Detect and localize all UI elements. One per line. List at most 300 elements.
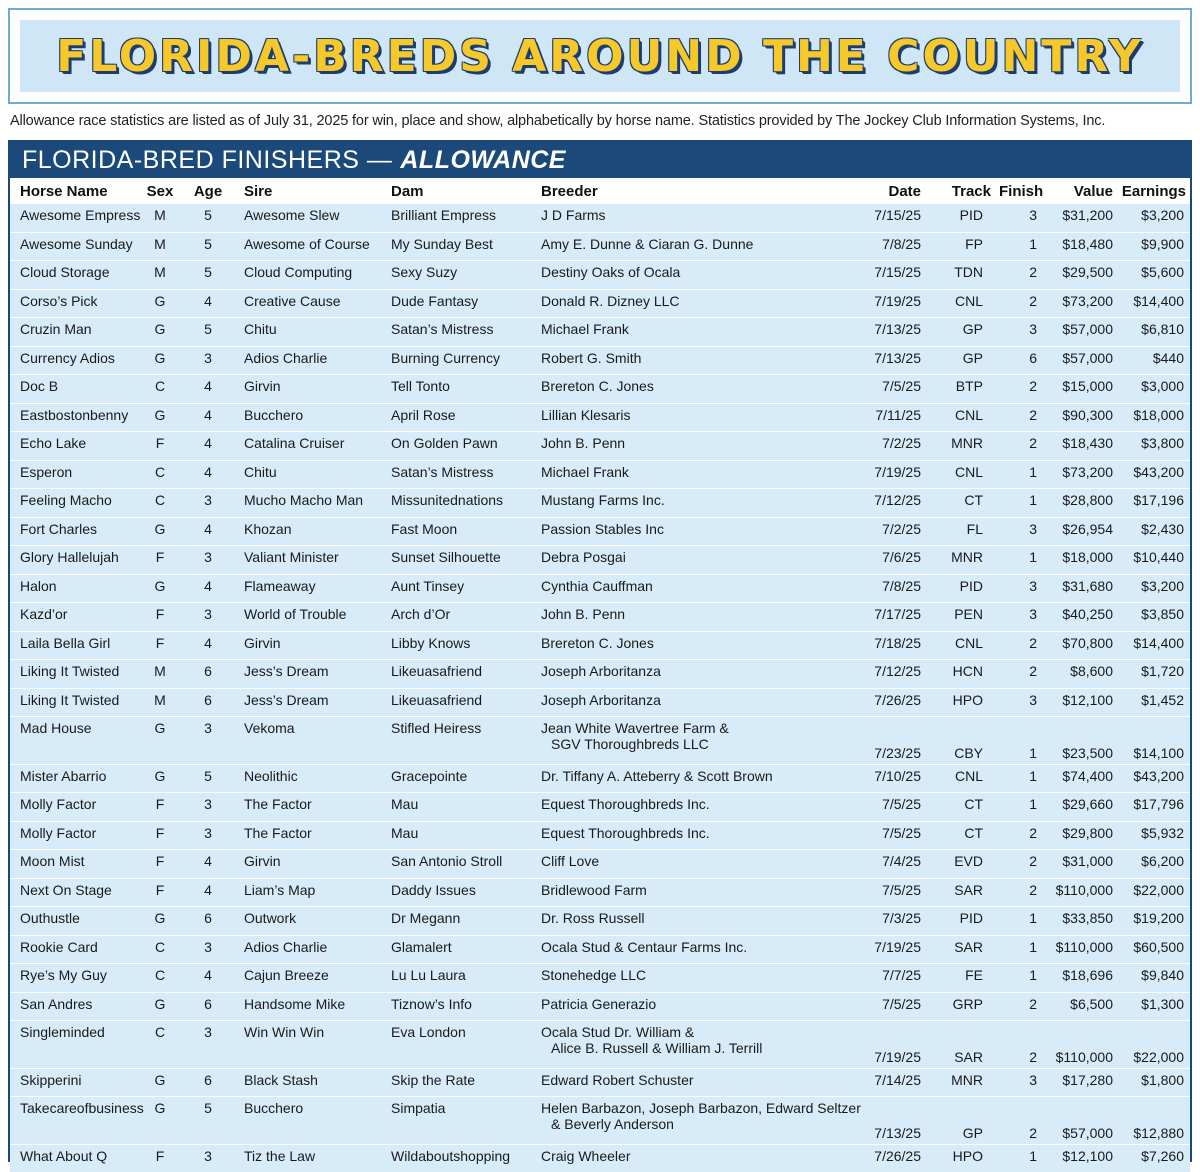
cell-earnings: $14,100 [1133, 744, 1184, 761]
cell-finish: 3 [1029, 520, 1037, 537]
breeder-line: Ocala Stud Dr. William & [541, 1024, 695, 1040]
finishers-table [10, 178, 1190, 1172]
cell-dam: Tiznow’s Info [391, 995, 472, 1012]
table-row [10, 1021, 1190, 1069]
cell-sex: G [154, 1100, 166, 1116]
cell-earnings: $1,300 [1141, 995, 1184, 1012]
cell-age: 3 [204, 1024, 212, 1040]
col-header-dam: Dam [391, 182, 424, 200]
cell-earnings: $440 [1152, 349, 1184, 366]
cell-value: $18,696 [1062, 967, 1113, 983]
cell-dam: Aunt Tinsey [391, 577, 465, 594]
cell-sex: F [155, 824, 165, 841]
cell-sex: M [154, 264, 166, 280]
cell-sire: Outwork [244, 910, 297, 926]
cell-finish: 2 [1029, 1048, 1037, 1065]
cell-horse-name: What About Q [20, 1147, 108, 1164]
table-row [10, 821, 1190, 850]
cell-horse-name: Corso’s Pick [20, 292, 98, 309]
cell-value: $28,800 [1062, 492, 1113, 508]
table-row [10, 261, 1190, 290]
cell-date: 7/19/25 [874, 463, 921, 480]
cell-sex: G [154, 995, 166, 1012]
cell-sex: G [154, 292, 166, 309]
cell-dam: Tell Tonto [391, 378, 450, 394]
cell-finish: 2 [1029, 995, 1037, 1012]
cell-sex: G [154, 520, 166, 537]
breeder-line: & Beverly Anderson [551, 1116, 674, 1132]
cell-dam: Glamalert [391, 938, 452, 955]
cell-finish: 3 [1029, 691, 1037, 708]
cell-earnings: $1,452 [1141, 691, 1184, 708]
cell-sex: G [154, 767, 166, 784]
cell-breeder [529, 631, 819, 660]
cell-age: 4 [204, 881, 212, 898]
breeder-line: Michael Frank [541, 463, 629, 480]
breeder-line: Brereton C. Jones [541, 634, 654, 651]
cell-breeder [529, 517, 819, 546]
cell-date: 7/11/25 [875, 406, 921, 423]
cell-dam: Burning Currency [391, 349, 500, 366]
breeder-line: J D Farms [541, 207, 606, 223]
breeder-line: Ocala Stud & Centaur Farms Inc. [541, 938, 748, 955]
cell-horse-name: Liking It Twisted [20, 663, 120, 679]
cell-track: FP [965, 235, 983, 252]
breeder-line: Cliff Love [541, 853, 600, 869]
cell-value: $29,800 [1062, 824, 1113, 841]
table-row [10, 935, 1190, 964]
cell-sex: F [155, 853, 165, 869]
cell-sex: G [154, 577, 166, 594]
cell-sire: The Factor [244, 824, 312, 841]
cell-value: $70,800 [1062, 634, 1113, 651]
cell-finish: 1 [1029, 492, 1037, 508]
cell-horse-name: Molly Factor [20, 796, 97, 812]
cell-dam: Stifled Heiress [391, 720, 482, 736]
cell-horse-name: Fort Charles [20, 520, 98, 537]
cell-track: CNL [954, 292, 983, 309]
table-row [10, 289, 1190, 318]
cell-breeder [529, 992, 819, 1021]
cell-track: CT [964, 796, 983, 812]
cell-dam: Dude Fantasy [391, 292, 479, 309]
cell-finish: 3 [1029, 207, 1037, 223]
table-row [10, 878, 1190, 907]
cell-age: 4 [204, 853, 212, 869]
cell-breeder [529, 850, 819, 879]
cell-track: GP [962, 321, 983, 337]
cell-dam: Mau [391, 796, 419, 812]
table-row [10, 1097, 1190, 1145]
table-row [10, 375, 1190, 404]
cell-dam: Simpatia [391, 1100, 446, 1116]
cell-date: 7/12/25 [874, 492, 921, 508]
cell-finish: 1 [1029, 235, 1037, 252]
cell-value: $110,000 [1055, 938, 1113, 955]
cell-dam: Mau [391, 824, 419, 841]
breeder-line: Equest Thoroughbreds Inc. [541, 824, 710, 841]
cell-age: 6 [204, 1071, 212, 1088]
cell-sex: F [155, 634, 165, 651]
breeder-line: Dr. Ross Russell [541, 910, 645, 926]
cell-track: BTP [955, 378, 983, 394]
cell-sex: G [154, 1071, 166, 1088]
table-row [10, 764, 1190, 793]
cell-earnings: $14,400 [1133, 634, 1184, 651]
cell-horse-name: Echo Lake [20, 435, 87, 451]
cell-value: $73,200 [1062, 292, 1113, 309]
cell-earnings: $3,800 [1141, 435, 1184, 451]
cell-sex: C [154, 967, 166, 983]
cell-sire: Creative Cause [244, 292, 341, 309]
cell-breeder [529, 1068, 819, 1097]
cell-value: $29,660 [1062, 796, 1113, 812]
cell-value: $18,480 [1062, 235, 1113, 252]
cell-breeder [529, 318, 819, 347]
cell-horse-name: Glory Hallelujah [20, 549, 119, 565]
breeder-line: Mustang Farms Inc. [541, 492, 665, 508]
cell-dam: Likeuasafriend [391, 691, 483, 708]
cell-earnings: $5,600 [1141, 264, 1184, 280]
col-header-horse: Horse Name [20, 182, 108, 200]
cell-date: 7/26/25 [874, 691, 921, 708]
cell-track: HCN [952, 663, 983, 679]
cell-date: 7/14/25 [874, 1071, 921, 1088]
cell-track: TDN [954, 264, 983, 280]
cell-sire: Bucchero [244, 1100, 304, 1116]
cell-finish: 2 [1029, 435, 1037, 451]
cell-value: $73,200 [1062, 463, 1113, 480]
table-row [10, 318, 1190, 347]
cell-earnings: $1,800 [1141, 1071, 1184, 1088]
breeder-line: Joseph Arboritanza [541, 691, 661, 708]
cell-sire: Awesome Slew [244, 207, 340, 223]
cell-track: GRP [952, 995, 983, 1012]
cell-value: $17,280 [1062, 1071, 1113, 1088]
cell-sex: F [155, 606, 165, 622]
cell-track: SAR [954, 938, 983, 955]
breeder-line: Craig Wheeler [541, 1147, 631, 1164]
cell-date: 7/3/25 [882, 910, 921, 926]
breeder-line: Equest Thoroughbreds Inc. [541, 796, 710, 812]
col-header-date: Date [888, 182, 921, 200]
cell-track: CNL [954, 463, 983, 480]
cell-age: 6 [204, 663, 212, 679]
table-row [10, 660, 1190, 689]
cell-sire: Vekoma [244, 720, 295, 736]
cell-age: 5 [204, 207, 212, 223]
cell-earnings: $9,900 [1141, 235, 1184, 252]
cell-earnings: $6,200 [1141, 853, 1184, 869]
col-header-age: Age [193, 182, 223, 200]
cell-value: $90,300 [1062, 406, 1113, 423]
cell-horse-name: Cruzin Man [20, 321, 92, 337]
cell-breeder [529, 546, 819, 575]
cell-finish: 3 [1029, 577, 1037, 594]
table-row [10, 204, 1190, 232]
cell-dam: Sexy Suzy [391, 264, 458, 280]
table-row [10, 1068, 1190, 1097]
cell-finish: 1 [1029, 938, 1037, 955]
cell-sire: Girvin [244, 378, 281, 394]
cell-earnings: $1,720 [1141, 663, 1184, 679]
cell-earnings: $7,260 [1141, 1147, 1184, 1164]
cell-value: $26,954 [1062, 520, 1113, 537]
cell-value: $23,500 [1062, 744, 1113, 761]
cell-value: $33,850 [1062, 910, 1113, 926]
cell-horse-name: Currency Adios [20, 349, 115, 366]
cell-dam: Lu Lu Laura [391, 967, 466, 983]
cell-earnings: $9,840 [1141, 967, 1184, 983]
cell-track: HPO [952, 1147, 983, 1164]
table-row [10, 717, 1190, 765]
cell-breeder [529, 204, 819, 232]
table-row [10, 850, 1190, 879]
cell-horse-name: Mad House [20, 720, 92, 736]
cell-date: 7/4/25 [882, 853, 921, 869]
cell-finish: 1 [1029, 463, 1037, 480]
cell-sire: Khozan [244, 520, 292, 537]
breeder-line: Brereton C. Jones [541, 378, 654, 394]
cell-track: PID [959, 910, 983, 926]
cell-track: GP [962, 349, 983, 366]
cell-value: $18,430 [1062, 435, 1113, 451]
cell-dam: Eva London [391, 1024, 466, 1040]
cell-age: 3 [204, 549, 212, 565]
col-header-breeder: Breeder [541, 182, 598, 200]
cell-age: 4 [204, 406, 212, 423]
cell-track: CT [964, 824, 983, 841]
cell-date: 7/19/25 [874, 292, 921, 309]
cell-value: $57,000 [1062, 1124, 1113, 1141]
cell-track: FE [965, 967, 983, 983]
cell-age: 5 [204, 264, 212, 280]
breeder-line: John B. Penn [541, 606, 626, 622]
cell-sex: F [155, 1147, 165, 1164]
cell-breeder [529, 261, 819, 290]
table-row [10, 574, 1190, 603]
cell-sex: F [155, 796, 165, 812]
cell-sire: Liam’s Map [244, 881, 316, 898]
cell-breeder [529, 1021, 819, 1069]
cell-age: 4 [204, 378, 212, 394]
cell-date: 7/5/25 [882, 881, 921, 898]
cell-sex: M [154, 663, 166, 679]
cell-earnings: $5,932 [1141, 824, 1184, 841]
cell-track: PID [959, 577, 983, 594]
cell-finish: 3 [1029, 321, 1037, 337]
cell-sire: Awesome of Course [244, 235, 370, 252]
cell-dam: Skip the Rate [391, 1071, 476, 1088]
cell-sire: Jess’s Dream [244, 691, 329, 708]
cell-breeder [529, 660, 819, 689]
cell-age: 3 [204, 606, 212, 622]
cell-date: 7/13/25 [874, 321, 921, 337]
breeder-line: Passion Stables Inc [541, 520, 664, 537]
cell-date: 7/10/25 [874, 767, 921, 784]
table-row [10, 1144, 1190, 1172]
cell-sire: Girvin [244, 634, 281, 651]
cell-finish: 2 [1029, 824, 1037, 841]
table-row [10, 432, 1190, 461]
banner [8, 8, 1192, 104]
cell-date: 7/8/25 [882, 577, 921, 594]
cell-breeder [529, 232, 819, 261]
cell-finish: 6 [1029, 349, 1037, 366]
table-row [10, 992, 1190, 1021]
cell-dam: Arch d’Or [391, 606, 451, 622]
cell-track: CNL [954, 634, 983, 651]
cell-sire: Neolithic [244, 767, 298, 784]
cell-date: 7/13/25 [874, 1124, 921, 1141]
cell-value: $74,400 [1062, 767, 1113, 784]
cell-horse-name: Esperon [20, 463, 73, 480]
intro-text: Allowance race statistics are listed as of July 31, 2025 for win, place and show, alphabetically by horse name. Statistics provided by The Jockey Club Information Systems, Inc. [10, 113, 1106, 129]
col-header-sire: Sire [244, 182, 273, 200]
cell-earnings: $2,430 [1141, 520, 1184, 537]
cell-track: CBY [954, 744, 983, 761]
cell-horse-name: Eastbostonbenny [20, 406, 129, 423]
cell-dam: Libby Knows [391, 634, 471, 651]
cell-horse-name: Cloud Storage [20, 264, 110, 280]
cell-horse-name: Kazd’or [20, 606, 68, 622]
breeder-line: Joseph Arboritanza [541, 663, 661, 679]
cell-age: 4 [204, 520, 212, 537]
cell-finish: 1 [1029, 767, 1037, 784]
cell-track: SAR [954, 881, 983, 898]
breeder-line: Edward Robert Schuster [541, 1071, 694, 1088]
cell-breeder [529, 489, 819, 518]
cell-horse-name: Liking It Twisted [20, 691, 120, 708]
allowance-table-panel [8, 140, 1192, 1162]
table-row [10, 793, 1190, 822]
cell-age: 4 [204, 292, 212, 309]
breeder-line: Alice B. Russell & William J. Terrill [551, 1040, 763, 1056]
cell-sire: Adios Charlie [244, 349, 328, 366]
cell-dam: Missunitednations [391, 492, 504, 508]
cell-date: 7/18/25 [874, 634, 921, 651]
cell-age: 4 [204, 967, 212, 983]
table-row [10, 603, 1190, 632]
cell-sex: M [154, 691, 166, 708]
cell-value: $29,500 [1062, 264, 1113, 280]
cell-horse-name: Mister Abarrio [20, 767, 107, 784]
cell-horse-name: Doc B [20, 378, 59, 394]
cell-earnings: $6,810 [1141, 321, 1184, 337]
cell-sire: World of Trouble [244, 606, 347, 622]
cell-breeder [529, 964, 819, 993]
table-row [10, 907, 1190, 936]
cell-finish: 1 [1029, 549, 1037, 565]
breeder-line: Cynthia Cauffman [541, 577, 653, 594]
cell-finish: 1 [1029, 744, 1037, 761]
cell-finish: 1 [1029, 910, 1037, 926]
cell-sex: C [154, 938, 166, 955]
cell-horse-name: Singleminded [20, 1024, 105, 1040]
cell-sire: Jess’s Dream [244, 663, 329, 679]
table-row [10, 688, 1190, 717]
table-body [10, 204, 1190, 1172]
cell-breeder [529, 878, 819, 907]
breeder-line: Destiny Oaks of Ocala [541, 264, 681, 280]
cell-horse-name: Next On Stage [20, 881, 112, 898]
cell-age: 5 [204, 321, 212, 337]
cell-date: 7/12/25 [874, 663, 921, 679]
cell-horse-name: Awesome Sunday [20, 235, 133, 252]
cell-track: HPO [952, 691, 983, 708]
cell-dam: April Rose [391, 406, 456, 423]
cell-earnings: $3,000 [1141, 378, 1184, 394]
cell-dam: On Golden Pawn [391, 435, 498, 451]
cell-sire: Adios Charlie [244, 938, 328, 955]
cell-horse-name: Moon Mist [20, 853, 85, 869]
breeder-line: Robert G. Smith [541, 349, 642, 366]
cell-sex: F [155, 881, 165, 898]
breeder-line: Donald R. Dizney LLC [541, 292, 680, 309]
cell-date: 7/2/25 [882, 435, 921, 451]
cell-sex: G [154, 406, 166, 423]
cell-horse-name: Takecareofbusiness [20, 1100, 144, 1116]
cell-track: CNL [954, 406, 983, 423]
cell-finish: 2 [1029, 406, 1037, 423]
table-row [10, 346, 1190, 375]
cell-breeder [529, 907, 819, 936]
cell-track: MNR [951, 1071, 983, 1088]
table-row [10, 517, 1190, 546]
breeder-line: Debra Posgai [541, 549, 626, 565]
cell-finish: 1 [1029, 796, 1037, 812]
cell-age: 3 [204, 1147, 212, 1164]
cell-age: 3 [204, 938, 212, 955]
cell-sex: G [154, 910, 166, 926]
cell-sex: C [154, 492, 166, 508]
breeder-line: Jean White Wavertree Farm & [541, 720, 729, 736]
cell-horse-name: Outhustle [20, 910, 80, 926]
breeder-line: Amy E. Dunne & Ciaran G. Dunne [541, 235, 754, 252]
table-row [10, 232, 1190, 261]
cell-value: $12,100 [1062, 1147, 1113, 1164]
cell-sire: Bucchero [244, 406, 304, 423]
cell-dam: Wildaboutshopping [391, 1147, 511, 1164]
section-header [10, 142, 1190, 178]
col-header-track: Track [951, 182, 991, 200]
cell-dam: Satan’s Mistress [391, 463, 494, 480]
breeder-line: John B. Penn [541, 435, 626, 451]
cell-date: 7/17/25 [874, 606, 921, 622]
cell-track: SAR [954, 1048, 983, 1065]
cell-track: PID [959, 207, 983, 223]
cell-track: PEN [954, 606, 983, 622]
cell-value: $8,600 [1070, 663, 1113, 679]
cell-earnings: $43,200 [1133, 463, 1184, 480]
cell-finish: 2 [1029, 378, 1037, 394]
cell-date: 7/13/25 [874, 349, 921, 366]
cell-track: GP [962, 1124, 983, 1141]
cell-sex: C [154, 1024, 166, 1040]
cell-track: FL [966, 520, 983, 537]
cell-breeder [529, 821, 819, 850]
cell-track: CT [964, 492, 983, 508]
cell-horse-name: Laila Bella Girl [20, 634, 111, 651]
cell-age: 3 [204, 824, 212, 841]
cell-sire: Chitu [244, 463, 277, 480]
cell-breeder [529, 688, 819, 717]
cell-finish: 3 [1029, 1071, 1037, 1088]
cell-sire: Win Win Win [244, 1024, 325, 1040]
cell-sex: G [154, 349, 166, 366]
cell-sire: Cloud Computing [244, 264, 353, 280]
cell-sex: G [154, 321, 166, 337]
